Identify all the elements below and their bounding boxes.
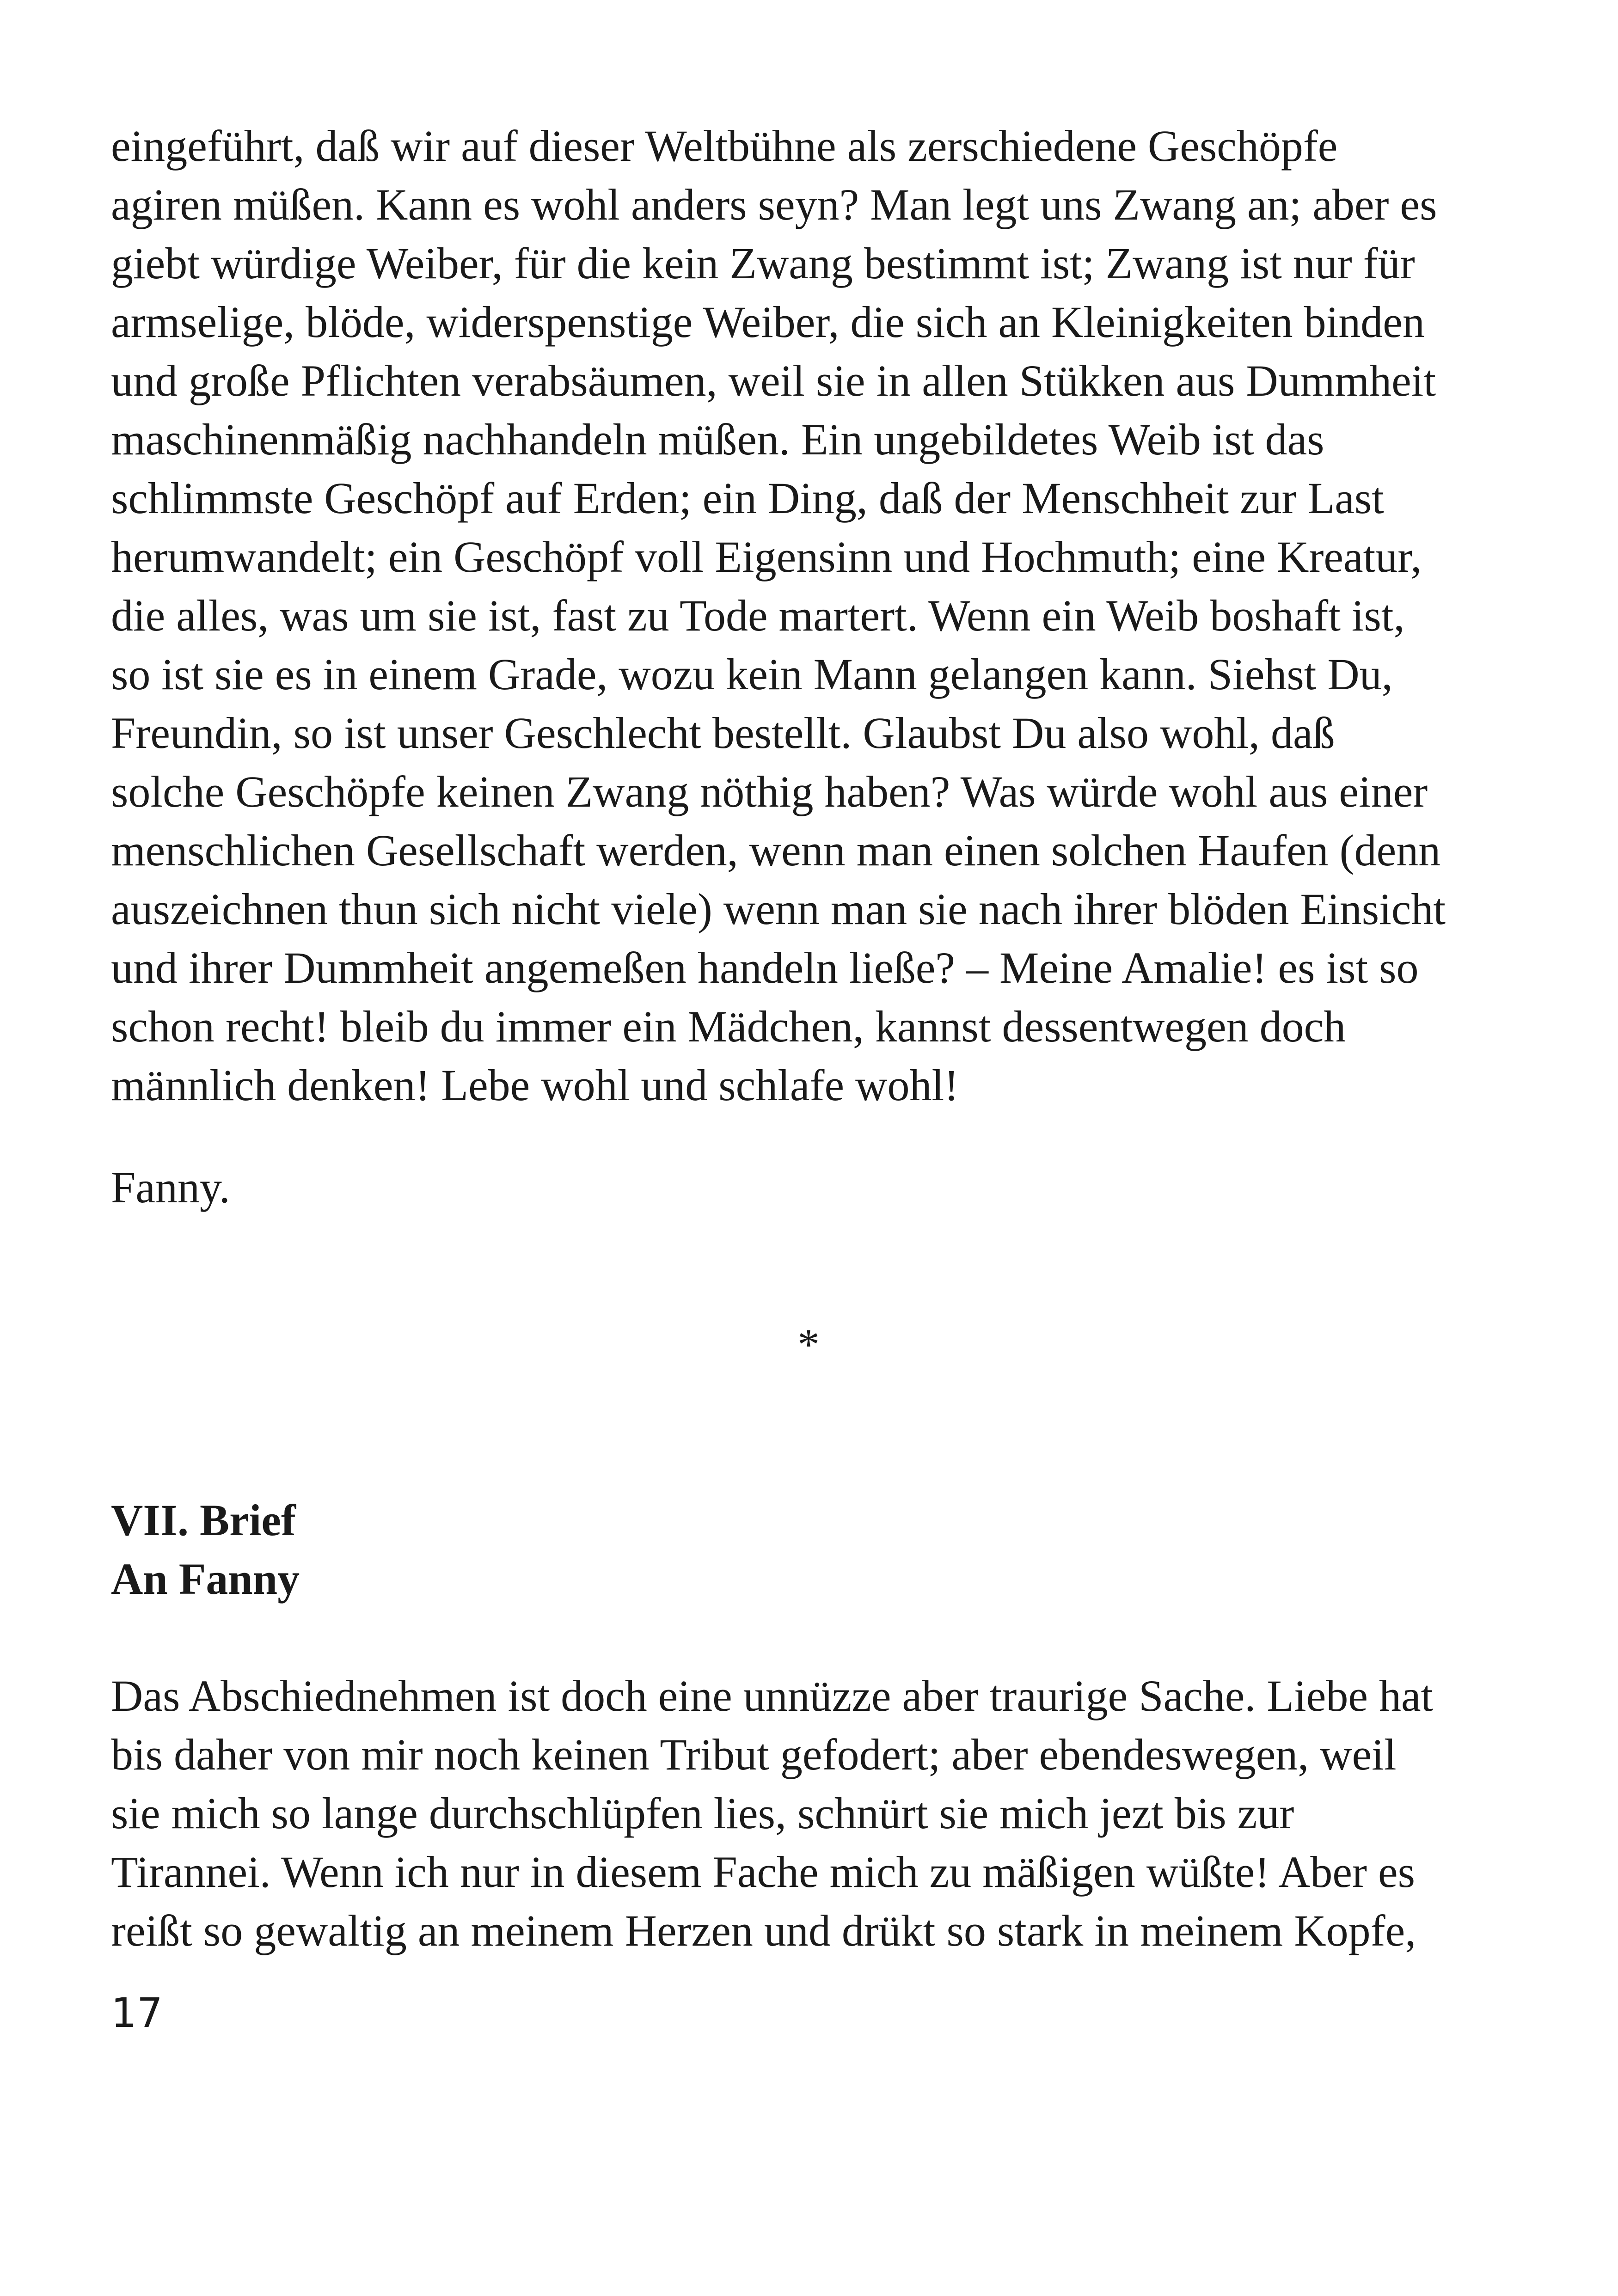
text-line: männlich denken! Lebe wohl und schlafe wohl! bbox=[111, 1060, 959, 1110]
text-line: herumwandelt; ein Geschöpf voll Eigensinn und Hochmuth; eine Kreatur, bbox=[111, 532, 1422, 582]
text-line: die alles, was um sie ist, fast zu Tode martert. Wenn ein Weib boshaft ist, bbox=[111, 591, 1405, 640]
letter-addressee: An Fanny bbox=[111, 1554, 300, 1604]
text-line: eingeführt, daß wir auf dieser Weltbühne als zerschiedene Geschöpfe bbox=[111, 121, 1338, 171]
text-line: armselige, blöde, widerspenstige Weiber, die sich an Kleinigkeiten binden bbox=[111, 297, 1425, 347]
text-line: maschinenmäßig nachhandeln müßen. Ein ungebildetes Weib ist das bbox=[111, 415, 1324, 464]
text-line: bis daher von mir noch keinen Tribut gefodert; aber ebendeswegen, weil bbox=[111, 1730, 1397, 1779]
text-line: und große Pflichten verabsäumen, weil sie in allen Stükken aus Dummheit bbox=[111, 356, 1436, 405]
text-line: Das Abschiednehmen ist doch eine unnüzze aber traurige Sache. Liebe hat bbox=[111, 1671, 1434, 1720]
text-line: giebt würdige Weiber, für die kein Zwang bestimmt ist; Zwang ist nur für bbox=[111, 239, 1415, 288]
signature: Fanny. bbox=[111, 1163, 230, 1212]
text-line: und ihrer Dummheit angemeßen handeln ließe? – Meine Amalie! es ist so bbox=[111, 943, 1419, 992]
text-line: Tirannei. Wenn ich nur in diesem Fache mich zu mäßigen wüßte! Aber es bbox=[111, 1847, 1415, 1897]
text-line: Freundin, so ist unser Geschlecht bestellt. Glaubst Du also wohl, daß bbox=[111, 708, 1335, 758]
text-line: schlimmste Geschöpf auf Erden; ein Ding, daß der Menschheit zur Last bbox=[111, 473, 1384, 523]
text-line: sie mich so lange durchschlüpfen lies, schnürt sie mich jezt bis zur bbox=[111, 1788, 1294, 1838]
letter-heading: VII. Brief bbox=[111, 1495, 296, 1545]
text-line: schon recht! bleib du immer ein Mädchen, kannst dessentwegen doch bbox=[111, 1002, 1346, 1051]
text-line: reißt so gewaltig an meinem Herzen und drükt so stark in meinem Kopfe, bbox=[111, 1906, 1416, 1955]
text-line: menschlichen Gesellschaft werden, wenn man einen solchen Haufen (denn bbox=[111, 826, 1441, 875]
text-line: agiren müßen. Kann es wohl anders seyn? Man legt uns Zwang an; aber es bbox=[111, 180, 1437, 229]
section-separator: * bbox=[797, 1320, 820, 1369]
text-line: solche Geschöpfe keinen Zwang nöthig haben? Was würde wohl aus einer bbox=[111, 767, 1428, 816]
text-line: auszeichnen thun sich nicht viele) wenn man sie nach ihrer blöden Einsicht bbox=[111, 884, 1446, 934]
text-line: so ist sie es in einem Grade, wozu kein Mann gelangen kann. Siehst Du, bbox=[111, 649, 1393, 699]
page-number: 17 bbox=[111, 1989, 163, 2037]
